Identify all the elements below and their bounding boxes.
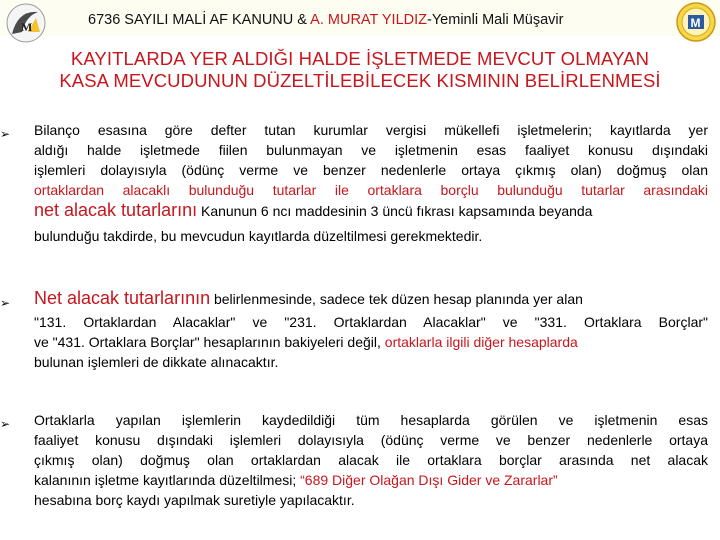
b1-line-5: [34, 200, 708, 226]
b1-line-4: ortaklardan alacaklı bulunduğu tutarlar ile ortaklara borçlu bulunduğu tutarlar arasındaki: [34, 182, 708, 198]
b3-line-5: hesabına borç kaydı yapılmak suretiyle yapılacaktır.: [34, 492, 355, 508]
header-bar: [0, 0, 720, 36]
b2-line-1: [34, 288, 708, 312]
b2-line-2: "131. Ortaklardan Alacaklar" ve "231. Ortaklardan Alacaklar" ve "331. Ortaklara Borçlar": [34, 314, 708, 330]
b1-line-6: bulunduğu takdirde, bu mevcudun kayıtlarda düzeltilmesi gerekmektedir.: [34, 228, 483, 244]
b3-line-1: Ortaklarla yapılan işlemlerin kaydedildiği tüm hesaplarda görülen ve işletmenin esas: [34, 412, 708, 428]
b2-line-4: bulunan işlemleri de dikkate alınacaktır.: [34, 354, 279, 370]
page-title: [0, 48, 720, 92]
header-text-tail: -Yeminli Mali Müşavir: [427, 12, 564, 28]
title-line-1: KAYITLARDA YER ALDIĞI HALDE İŞLETMEDE MEVCUT OLMAYAN: [70, 48, 650, 69]
bullet-paragraph-2: [0, 288, 708, 372]
b1-highlight: net alacak tutarlarını: [34, 200, 198, 220]
b3-line-4: [34, 470, 708, 490]
header-text-plain: 6736 SAYILI MALİ AF KANUNU &: [88, 12, 311, 28]
b3-line-2: faaliyet konusu dışındaki işlemleri dolayısıyla (ödünç verme ve benzer nedenlerle ortaya: [34, 432, 708, 448]
b1-line-1: Bilanço esasına göre defter tutan kurumlar vergisi mükellefi işletmelerin; kayıtlarda yer: [34, 122, 708, 138]
b2-line-3-plain: ve "431. Ortaklara Borçlar" hesaplarının bakiyeleri değil,: [34, 334, 381, 350]
bullet-paragraph-3: [0, 410, 708, 510]
logo-right-icon: [676, 2, 716, 42]
b2-line-3: [34, 332, 708, 352]
b3-line-3: çıkmış olan) doğmuş olan ortaklardan alacak ile ortaklara borçlar arasında net alacak: [34, 452, 708, 468]
b1-line-3: işlemleri dolayısıyla (ödünç verme ve benzer nedenlerle ortaya çıkmış olan) doğmuş olan: [34, 162, 708, 178]
bullet-paragraph-1: [0, 120, 708, 246]
b3-line-4-red: “689 Diğer Olağan Dışı Gider ve Zararlar”: [296, 472, 558, 488]
b3-line-4-plain: kalanının işletme kayıtlarında düzeltilmesi;: [34, 472, 297, 488]
bullet-arrow-icon: ➢: [0, 417, 11, 431]
logo-left-letter: M: [21, 20, 33, 34]
title-line-2: KASA MEVCUDUNUN DÜZELTİLEBİLECEK KISMININ BELİRLENMESİ: [59, 70, 661, 91]
logo-right-letter: M: [690, 16, 701, 30]
bullet-arrow-icon: ➢: [0, 296, 11, 310]
b1-line-2: aldığı halde işletmede fiilen bulunmayan ve işletmenin esas faaliyet konusu dışındaki: [34, 142, 708, 158]
bullet-arrow-icon: ➢: [0, 127, 11, 141]
b1-line-5-rest: Kanunun 6 ncı maddesinin 3 üncü fıkrası kapsamında beyanda: [197, 203, 593, 219]
header-text-accent: A. MURAT YILDIZ: [310, 12, 428, 28]
b2-highlight: Net alacak tutarlarının: [34, 288, 211, 308]
header-title: [88, 12, 688, 28]
logo-left-icon: [4, 2, 48, 44]
b2-line-1-rest: belirlenmesinde, sadece tek düzen hesap planında yer alan: [210, 291, 583, 307]
b2-line-3-red: ortaklarla ilgili diğer hesaplarda: [380, 334, 578, 350]
